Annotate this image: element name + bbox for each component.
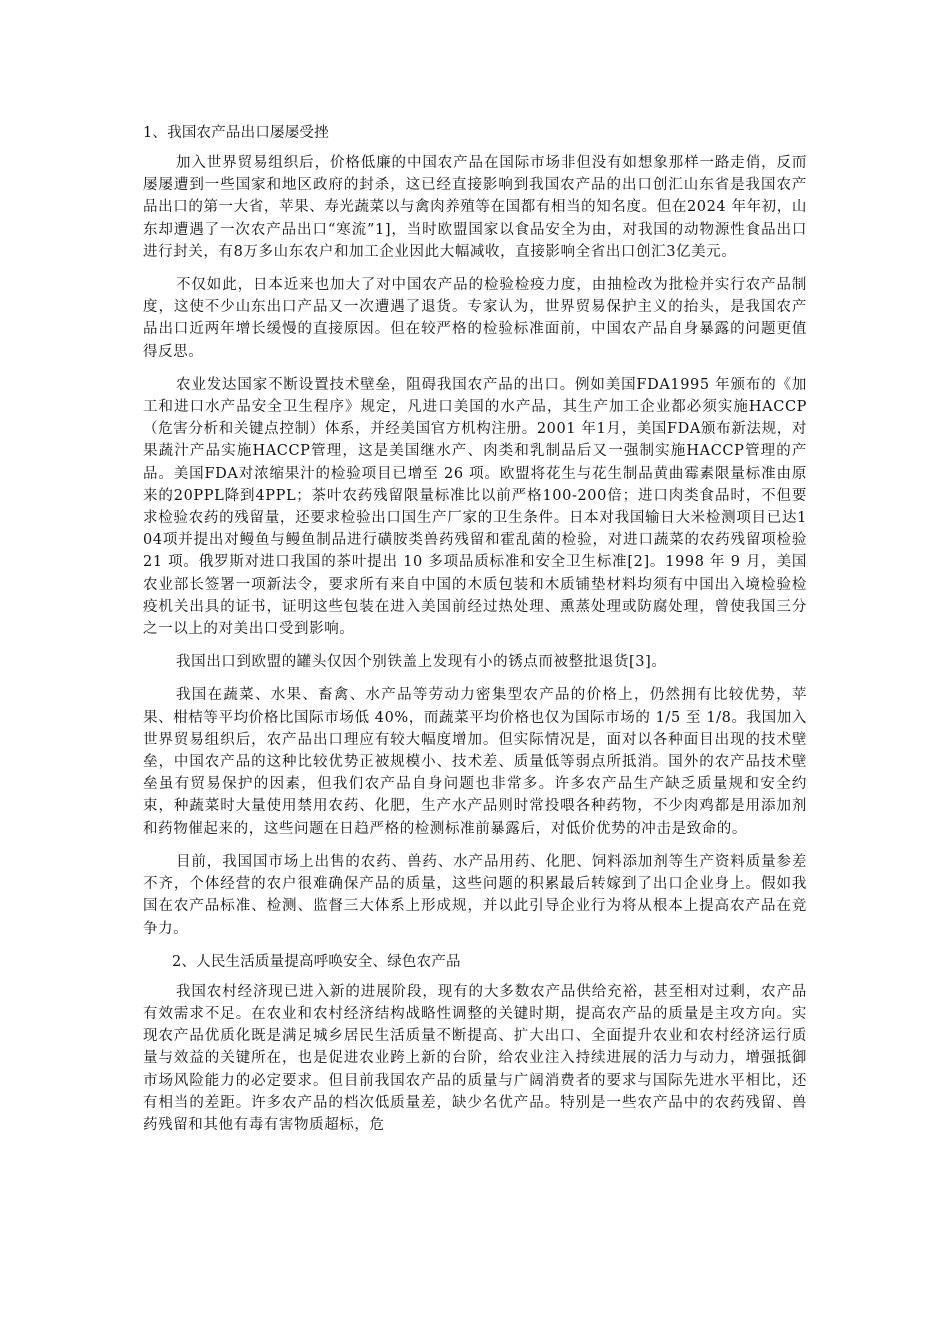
section-1-heading: 1、我国农产品出口屡屡受挫 <box>143 125 329 141</box>
paragraph-6: 目前，我国国市场上出售的农药、兽药、水产品用药、化肥、饲料添加剂等生产资料质量参差不齐，个体经营的农户很难确保产品的质量，这些问题的积累最后转嫁到了出口企业身上。假如我国在农产品标准、检测、监督三大体系上形成规，并以此引导企业行为将从根本上提高农产品在竞争力。 <box>143 853 807 937</box>
document-body <box>143 122 807 1147</box>
section-2-heading: 2、人民生活质量提高呼唤安全、绿色农产品 <box>172 953 461 970</box>
paragraph-1: 加入世界贸易组织后，价格低廉的中国农产品在国际市场非但没有如想象那样一路走俏，反而屡屡遭到一些国家和地区政府的封杀，这已经直接影响到我国农产品的出口创汇山东省是我国农产品出口的第一大省，苹果、寿光蔬菜以与禽肉养殖等在国都有相当的知名度。但在2024 年年初，山东却遭遇了一次农产品出口“寒流”1]，当时欧盟国家以食品安全为由，对我国的动物源性食品出口进行封关，有8万多山东农户和加工企业因此大幅减收，直接影响全省出口创汇3亿美元。 <box>143 155 807 260</box>
paragraph-5: 我国在蔬菜、水果、畜禽、水产品等劳动力密集型农产品的价格上，仍然拥有比较优势，苹果、柑桔等平均价格比国际市场低 40%，而蔬菜平均价格也仅为国际市场的 1/5 至 1/8。我国加入世界贸易组织后，农产品出口理应有较大幅度增加。但实际情况是，面对以各种面目出现的技术壁垒，中国农产品的这种比较优势正被规模小、技术差、质量低等弱点所抵消。国外的农产品技术壁垒虽有贸易保护的因素，但我们农产品自身问题也非常多。许多农产品生产缺乏质量规和安全约束，种蔬菜时大量使用禁用农药、化肥，生产水产品则时常投喂各种药物，不少肉鸡都是用添加剂和药物催起来的，这些问题在日趋严格的检测标准前暴露后，对低价优势的冲击是致命的。 <box>143 687 807 837</box>
paragraph-4: 我国出口到欧盟的罐头仅因个别铁盖上发现有小的锈点而被整批退货[3]。 <box>176 654 667 671</box>
paragraph-3: 农业发达国家不断设置技术壁垒，阻碍我国农产品的出口。例如美国FDA1995 年颁布的《加工和进口水产品安全卫生程序》规定，凡进口美国的水产品，其生产加工企业都必须实施HACCP（危害分析和关键点控制）体系，并经美国官方机构注册。2001 年1月，美国FDA颁布新法规，对果蔬汁产品实施HACCP管理，这是美国继水产、肉类和乳制品后又一强制实施HACCP管理的产品。美国FDA对浓缩果汁的检验项目已增至 26 项。欧盟将花生与花生制品黄曲霉素限量标准由原来的20PPL降到4PPL；茶叶农药残留限量标准比以前严格100-200倍；进口肉类食品时，不但要求检验农药的残留量，还要求检验出口国生产厂家的卫生条件。日本对我国输日大米检测项目已达104项并提出对鳗鱼与鳗鱼制品进行磺胺类兽药残留和霍乱菌的检验，对进口蔬菜的农药残留项检验 21 项。俄罗斯对进口我国的茶叶提出 10 多项品质标准和安全卫生标准[2]。1998 年 9 月，美国农业部长签署一项新法令，要求所有来自中国的木质包装和木质铺垫材料均须有中国出入境检验检疫机关出具的证书，证明这些包装在进入美国前经过热处理、熏蒸处理或防腐处理，曾使我国三分之一以上的对美出口受到影响。 <box>143 376 807 638</box>
paragraph-2: 不仅如此，日本近来也加大了对中国农产品的检验检疫力度，由抽检改为批检并实行农产品制度，这使不少山东出口产品又一次遭遇了退货。专家认为，世界贸易保护主义的抬头，是我国农产品出口近两年增长缓慢的直接原因。但在较严格的检验标准面前，中国农产品自身暴露的问题更值得反思。 <box>143 277 807 360</box>
paragraph-7: 我国农村经济现已进入新的进展阶段，现有的大多数农产品供给充裕，甚至相对过剩，农产品有效需求不足。在农业和农村经济结构战略性调整的关键时期，提高农产品的质量是主攻方向。实现农产品优质化既是满足城乡居民生活质量不断提高、扩大出口、全面提升农业和农村经济运行质量与效益的关键所在，也是促进农业跨上新的台阶，给农业注入持续进展的活力与动力，增强抵御市场风险能力的必定要求。但目前我国农产品的质量与广阔消费者的要求与国际先进水平相比，还有相当的差距。许多农产品的档次低质量差，缺少名优产品。特别是一些农产品中的农药残留、兽药残留和其他有毒有害物质超标，危 <box>143 983 807 1133</box>
